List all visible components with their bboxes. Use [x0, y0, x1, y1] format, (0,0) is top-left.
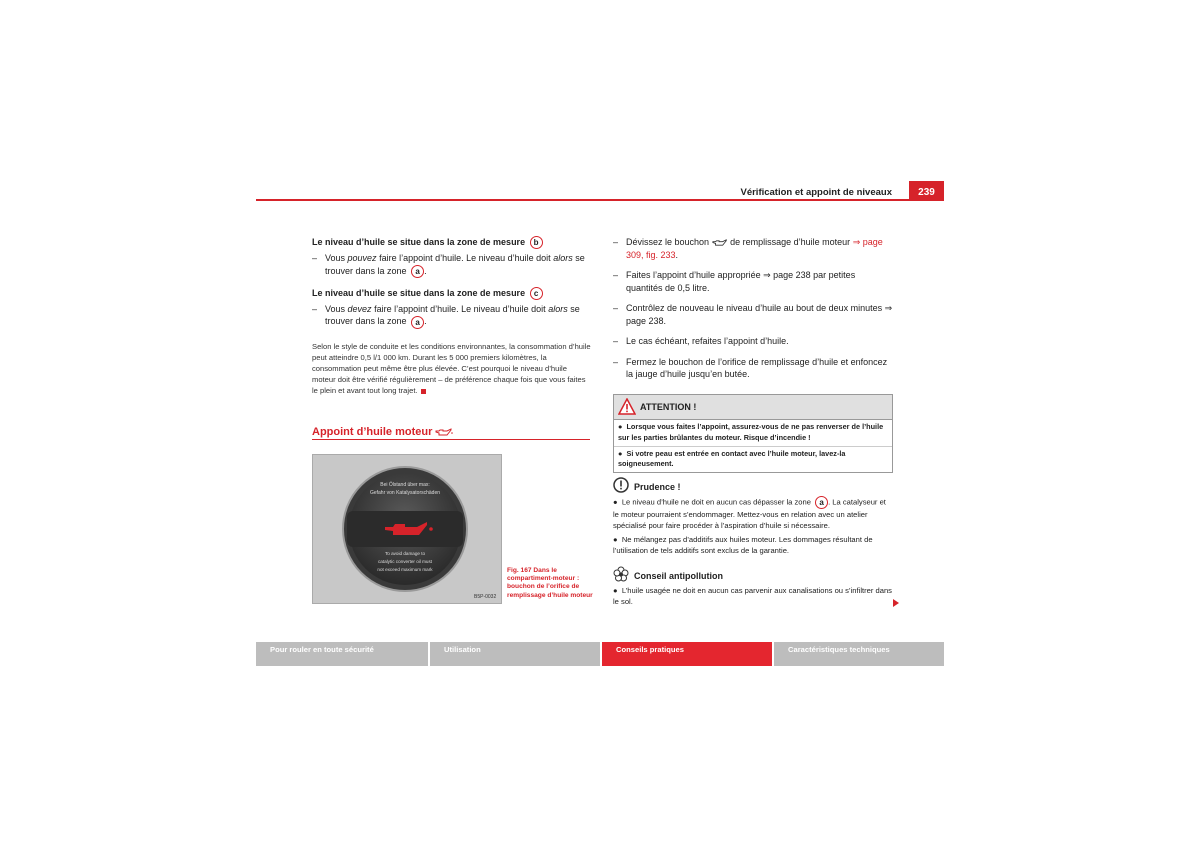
attention-box	[613, 394, 893, 473]
oil-cap-figure	[312, 454, 502, 604]
list-item: – Vous pouvez faire l’appoint d’huile. Le niveau d’huile doit alors se trouver dans la zone a .	[312, 253, 585, 276]
list-item: – Fermez le bouchon de l’orifice de remplissage d’huile et enfoncez la jauge d’huile jusqu’en butée.	[613, 356, 888, 379]
stop-square-icon	[421, 389, 426, 394]
list-item: – Faites l’appoint d’huile appropriée ⇒ page 238 par petites quantités de 0,5 litre.	[613, 270, 856, 293]
footer-tabs	[256, 642, 944, 666]
marker-a: a	[411, 265, 424, 278]
oil-can-icon	[435, 428, 453, 437]
consumption-paragraph: Selon le style de conduite et les conditions environnantes, la consommation d’huile peut atteindre 0,5 l/1 000 km. Durant les 5 000 premiers kilomètres, la consommation peut même être plus élevée. C’est pourquoi le niveau d’huile moteur doit être vérifié régulièrement – de préférence chaque fois que vous faites le plein et avant tout long trajet.	[312, 341, 591, 396]
tab-utilisation[interactable]: Utilisation	[430, 642, 600, 666]
oil-can-icon	[712, 239, 728, 247]
cap-text-bottom-1: To avoid damage to	[384, 551, 426, 556]
page-number: 239	[909, 181, 944, 201]
figure-code: B5P-0032	[474, 594, 497, 600]
attention-header	[614, 395, 892, 420]
running-header-title: Vérification et appoint de niveaux	[740, 187, 892, 198]
figure-caption: Fig. 167 Dans le compartiment-moteur : bouchon de l’orifice de remplissage d’huile moteur	[507, 567, 593, 599]
prudence-item: ● Le niveau d’huile ne doit en aucun cas dépasser la zone a . La catalyseur et le moteur pourraient s’endommager. Mettez-vous en relation avec un atelier spécialisé pour faire procéder à l’aspiration d’huile si nécessaire.	[613, 497, 886, 530]
conseil-title: Conseil antipollution	[634, 571, 723, 581]
tab-caracteristiques[interactable]: Caractéristiques techniques	[774, 642, 944, 666]
flower-icon	[613, 566, 629, 582]
prudence-item: ● Ne mélangez pas d’additifs aux huiles moteur. Les dommages résultant de l’utilisation de tels additifs sont exclus de la garantie.	[613, 535, 873, 555]
section-rule	[312, 439, 590, 440]
section-title: Appoint d’huile moteur	[312, 426, 590, 438]
cap-text-top-1: Bei Ölstand über max:	[380, 482, 430, 488]
marker-b: b	[530, 236, 543, 249]
list-item: – Vous devez faire l’appoint d’huile. Le niveau d’huile doit alors se trouver dans la zone a .	[312, 303, 580, 327]
marker-a: a	[411, 316, 424, 329]
attention-title: ATTENTION !	[640, 402, 697, 412]
conseil-item: ● L’huile usagée ne doit en aucun cas parvenir aux canalisations ou s’infiltrer dans le sol.	[613, 586, 892, 606]
header-rule	[256, 199, 944, 201]
subheading-zone-c: Le niveau d’huile se situe dans la zone de mesure c	[312, 287, 592, 300]
prudence-note	[613, 479, 893, 556]
exclamation-circle-icon	[613, 477, 629, 493]
right-column	[613, 236, 893, 389]
subheading-zone-b: Le niveau d’huile se situe dans la zone de mesure b	[312, 236, 592, 249]
tab-pour-rouler[interactable]: Pour rouler en toute sécurité	[256, 642, 428, 666]
next-page-arrow-icon	[893, 599, 899, 607]
cap-text-bottom-2: catalytic converter oil must	[377, 559, 433, 564]
marker-c: c	[530, 287, 543, 300]
cap-text-bottom-3: not exceed maximum mark	[377, 567, 433, 572]
list-item: – Contrôlez de nouveau le niveau d’huile au bout de deux minutes ⇒ page 238.	[613, 303, 893, 326]
oil-cap-illustration	[313, 455, 501, 603]
marker-a: a	[815, 496, 828, 509]
page-link[interactable]: ⇒ page 309, fig. 233	[626, 237, 883, 260]
warning-triangle-icon	[618, 398, 636, 415]
attention-item: ● Si votre peau est entrée en contact avec l’huile moteur, lavez-la soigneusement.	[618, 448, 846, 469]
environment-note	[613, 568, 893, 607]
prudence-title: Prudence !	[634, 482, 681, 492]
left-column	[312, 236, 592, 397]
attention-item: ● Lorsque vous faites l’appoint, assurez-vous de ne pas renverser de l’huile sur les parties brûlantes du moteur. Risque d’incendie !	[614, 420, 892, 447]
list-item: – Le cas échéant, refaites l’appoint d’huile.	[613, 336, 789, 346]
cap-text-top-2: Gefahr von Katalysatorschäden	[369, 490, 441, 496]
list-item: – Dévissez le bouchon de remplissage d’huile moteur ⇒ page 309, fig. 233.	[613, 237, 883, 260]
tab-conseils-pratiques[interactable]: Conseils pratiques	[602, 642, 772, 666]
